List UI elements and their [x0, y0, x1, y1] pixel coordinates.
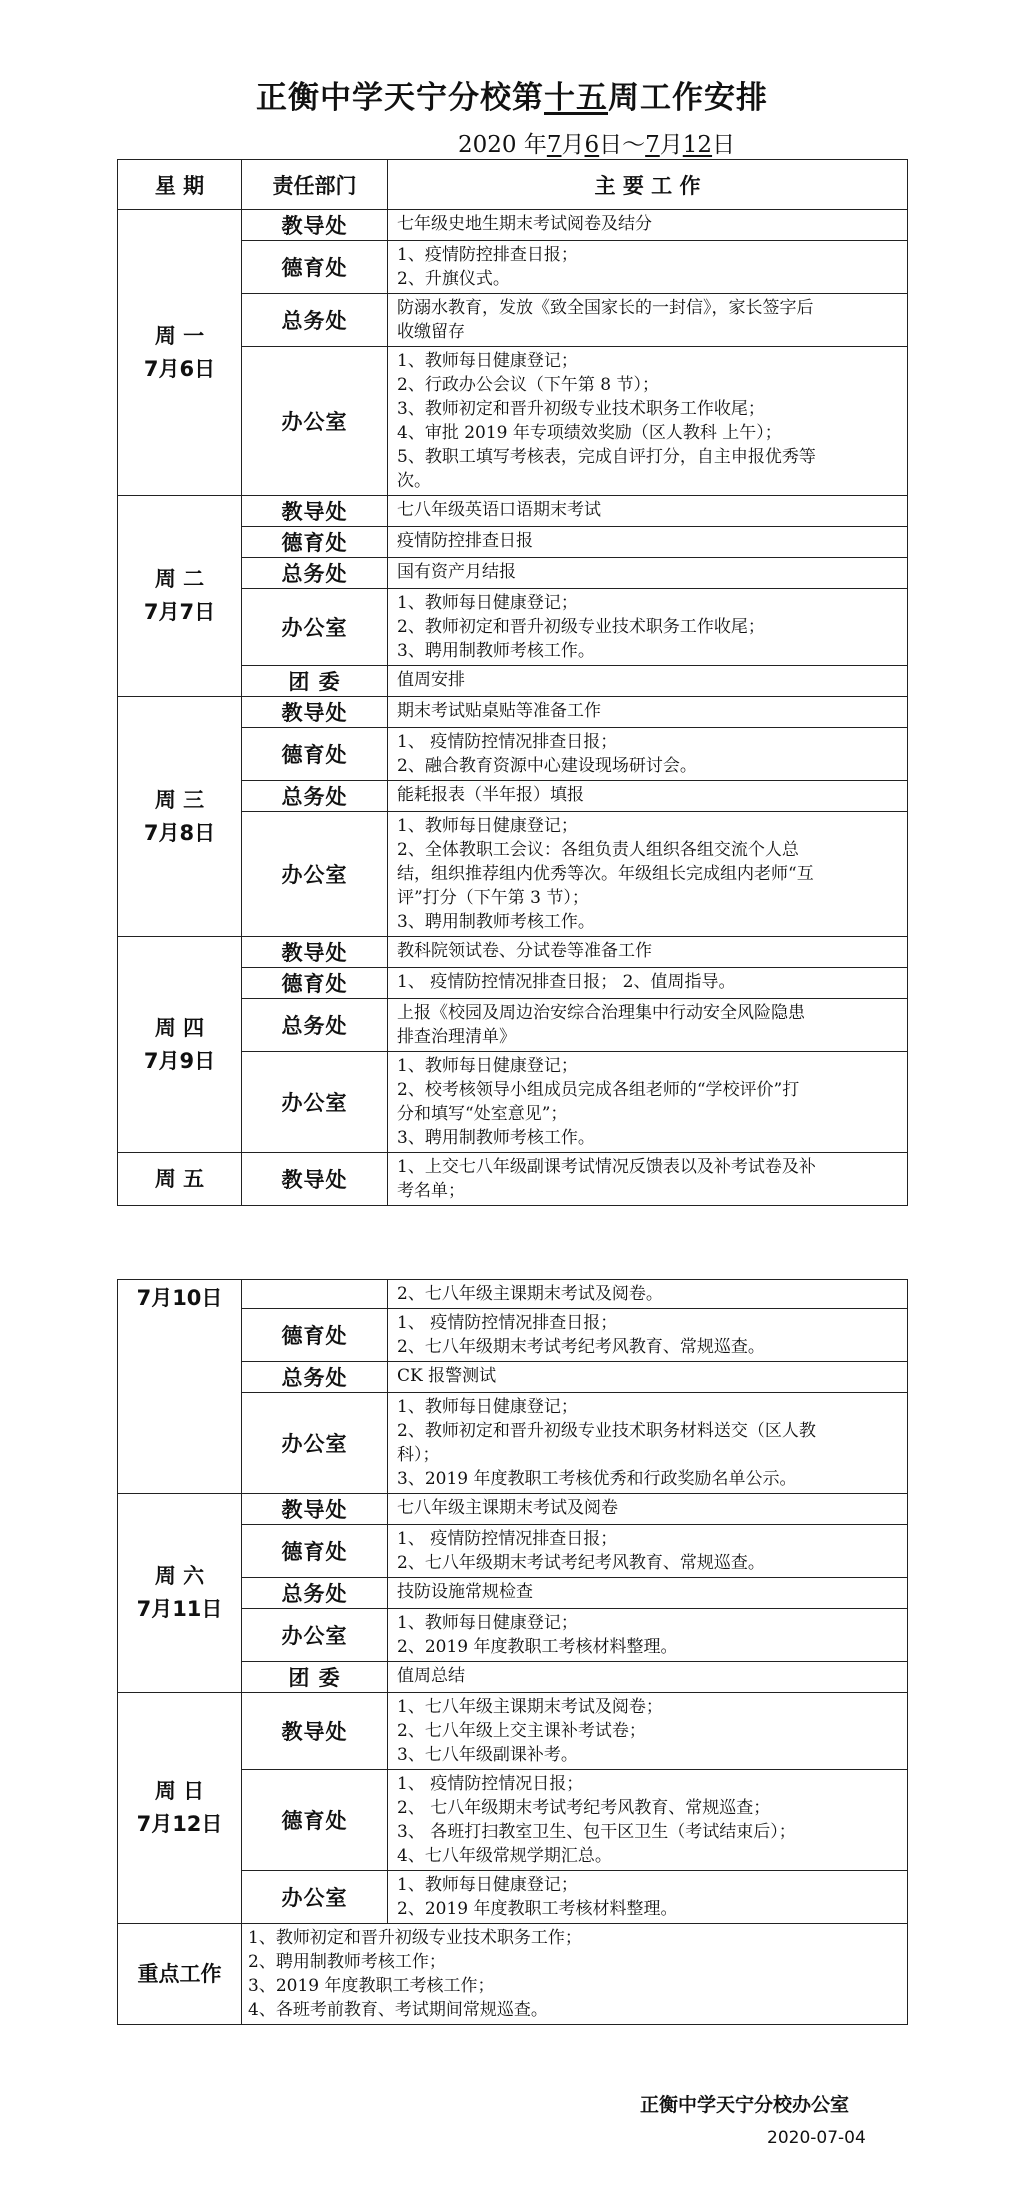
table-row — [118, 697, 908, 728]
work-line: 2、七八年级上交主课补考试卷； — [397, 1721, 646, 1741]
day-cell — [118, 1153, 242, 1206]
work-cell — [388, 812, 908, 937]
key-work-list — [242, 1924, 908, 2025]
department-cell: 总务处 — [242, 1362, 388, 1393]
work-line: 2、行政办公会议（下午第 8 节）； — [397, 375, 659, 395]
work-cell — [388, 1871, 908, 1924]
work-cell — [388, 210, 908, 241]
work-cell — [388, 241, 908, 294]
work-line: 七年级史地生期末考试阅卷及结分 — [397, 214, 652, 234]
department-cell: 团 委 — [242, 1662, 388, 1693]
day-cell — [118, 1693, 242, 1924]
work-line: 2、融合教育资源中心建设现场研讨会。 — [397, 756, 697, 776]
department-cell: 教导处 — [242, 496, 388, 527]
work-line: 1、七八年级主课期末考试及阅卷； — [397, 1697, 663, 1717]
department-cell: 德育处 — [242, 241, 388, 294]
work-line: 2、升旗仪式。 — [397, 269, 510, 289]
week-number: 十五 — [544, 80, 608, 116]
department-cell: 总务处 — [242, 999, 388, 1052]
work-line: 1、 疫情防控情况日报； — [397, 1774, 584, 1794]
department-cell: 教导处 — [242, 210, 388, 241]
work-cell — [388, 589, 908, 666]
work-line: 3、教师初定和晋升初级专业技术职务工作收尾； — [397, 399, 765, 419]
work-cell — [388, 1280, 908, 1309]
work-line: 2、校考核领导小组成员完成各组老师的“学校评价”打 — [397, 1080, 800, 1100]
weekday: 周 四 — [154, 1015, 205, 1040]
work-line: 1、 疫情防控情况排查日报； — [397, 1313, 618, 1333]
department-cell: 总务处 — [242, 1578, 388, 1609]
weekday: 周 一 — [154, 323, 205, 348]
department-cell: 团 委 — [242, 666, 388, 697]
work-line: CK 报警测试 — [397, 1366, 497, 1386]
page-title: 正衡中学天宁分校第十五周工作安排 — [256, 80, 768, 116]
department-cell: 教导处 — [242, 937, 388, 968]
weekday: 周 六 — [154, 1564, 205, 1589]
work-cell — [388, 728, 908, 781]
work-line: 疫情防控排查日报 — [397, 531, 533, 551]
day-cell — [118, 1494, 242, 1693]
work-cell — [388, 1393, 908, 1494]
work-cell — [388, 1770, 908, 1871]
work-line: 值周安排 — [397, 670, 465, 690]
department-cell: 教导处 — [242, 1494, 388, 1525]
department-cell: 德育处 — [242, 527, 388, 558]
work-line: 2、 七八年级期末考试考纪考风教育、常规巡查； — [397, 1798, 771, 1818]
work-line: 3、七八年级副课补考。 — [397, 1745, 578, 1765]
table-row — [118, 937, 908, 968]
work-cell — [388, 1362, 908, 1393]
table-row — [118, 210, 908, 241]
work-line: 防溺水教育，发放《致全国家长的一封信》，家长签字后 — [397, 298, 814, 318]
work-line: 3、聘用制教师考核工作。 — [397, 912, 595, 932]
work-cell — [388, 294, 908, 347]
work-line: 2、教师初定和晋升初级专业技术职务材料送交（区人教 — [397, 1421, 816, 1441]
department-cell: 办公室 — [242, 1393, 388, 1494]
work-line: 七八年级主课期末考试及阅卷 — [397, 1498, 618, 1518]
work-line: 2、2019 年度教职工考核材料整理。 — [397, 1899, 678, 1919]
department-cell: 德育处 — [242, 728, 388, 781]
day-date: 7月7日 — [143, 600, 216, 624]
date-range: 2020 年7月6日～7月12日 — [458, 132, 736, 158]
table-header-row — [118, 160, 908, 210]
work-cell — [388, 1309, 908, 1362]
work-line: 3、聘用制教师考核工作。 — [397, 641, 595, 661]
key-work-label: 重点工作 — [118, 1924, 242, 2025]
work-cell — [388, 999, 908, 1052]
day-cell — [118, 937, 242, 1153]
department-cell: 教导处 — [242, 1153, 388, 1206]
work-line: 1、 疫情防控情况排查日报； — [397, 1529, 618, 1549]
issuing-office: 正衡中学天宁分校办公室 — [640, 2094, 850, 2116]
department-cell: 德育处 — [242, 1525, 388, 1578]
work-line: 4、审批 2019 年专项绩效奖励（区人教科 上午）； — [397, 423, 782, 443]
work-line: 1、 疫情防控情况排查日报； 2、值周指导。 — [397, 972, 736, 992]
weekday: 周 三 — [154, 787, 205, 812]
work-cell — [388, 1662, 908, 1693]
work-line: 1、教师每日健康登记； — [397, 1613, 578, 1633]
work-line: 1、教师每日健康登记； — [397, 351, 578, 371]
weekday: 周 二 — [154, 567, 205, 592]
department-cell: 德育处 — [242, 1770, 388, 1871]
work-cell — [388, 1494, 908, 1525]
work-line: 2、七八年级期末考试考纪考风教育、常规巡查。 — [397, 1337, 765, 1357]
work-line: 2、2019 年度教职工考核材料整理。 — [397, 1637, 678, 1657]
day-cell — [118, 1280, 242, 1494]
key-work-item: 1、教师初定和晋升初级专业技术职务工作； — [248, 1928, 582, 1948]
work-line: 5、教职工填写考核表，完成自评打分，自主申报优秀等 — [397, 447, 816, 467]
column-header-day: 星 期 — [118, 160, 242, 210]
department-cell: 办公室 — [242, 1609, 388, 1662]
work-cell — [388, 1052, 908, 1153]
work-line: 3、 各班打扫教室卫生、包干区卫生（考试结束后）； — [397, 1822, 796, 1842]
day-cell — [118, 496, 242, 697]
work-cell — [388, 781, 908, 812]
work-cell — [388, 1693, 908, 1770]
key-work-row — [118, 1924, 908, 2025]
work-line: 技防设施常规检查 — [397, 1582, 533, 1602]
work-line: 1、疫情防控排查日报； — [397, 245, 578, 265]
work-cell — [388, 1525, 908, 1578]
work-cell — [388, 937, 908, 968]
department-cell: 办公室 — [242, 589, 388, 666]
work-cell — [388, 496, 908, 527]
work-line: 4、七八年级常规学期汇总。 — [397, 1846, 612, 1866]
work-line: 3、2019 年度教职工考核优秀和行政奖励名单公示。 — [397, 1469, 797, 1489]
work-line: 次。 — [397, 471, 431, 491]
work-line: 1、 疫情防控情况排查日报； — [397, 732, 618, 752]
work-cell — [388, 558, 908, 589]
day-date: 7月6日 — [143, 356, 216, 381]
work-line: 1、教师每日健康登记； — [397, 1397, 578, 1417]
department-cell: 德育处 — [242, 968, 388, 999]
work-line: 2、教师初定和晋升初级专业技术职务工作收尾； — [397, 617, 765, 637]
work-line: 七八年级英语口语期末考试 — [397, 500, 601, 520]
work-cell — [388, 347, 908, 496]
department-cell: 总务处 — [242, 781, 388, 812]
work-line: 评”打分（下午第 3 节）； — [397, 888, 589, 908]
work-line: 2、七八年级期末考试考纪考风教育、常规巡查。 — [397, 1553, 765, 1573]
department-cell: 办公室 — [242, 347, 388, 496]
work-cell — [388, 697, 908, 728]
department-cell: 总务处 — [242, 558, 388, 589]
work-line: 1、教师每日健康登记； — [397, 1056, 578, 1076]
work-line: 期末考试贴桌贴等准备工作 — [397, 701, 601, 721]
key-work-item: 4、各班考前教育、考试期间常规巡查。 — [248, 2000, 548, 2020]
work-cell — [388, 1578, 908, 1609]
work-line: 能耗报表（半年报）填报 — [397, 785, 584, 805]
work-line: 1、教师每日健康登记； — [397, 1875, 578, 1895]
weekday: 周 日 — [154, 1779, 205, 1804]
work-line: 3、聘用制教师考核工作。 — [397, 1128, 595, 1148]
work-line: 排查治理清单》 — [397, 1027, 516, 1047]
work-cell — [388, 1153, 908, 1206]
key-work-item: 2、聘用制教师考核工作； — [248, 1952, 446, 1972]
day-cell — [118, 210, 242, 496]
department-cell: 总务处 — [242, 294, 388, 347]
day-cell — [118, 697, 242, 937]
day-date: 7月12日 — [136, 1812, 223, 1836]
work-line: 1、教师每日健康登记； — [397, 593, 578, 613]
work-line: 值周总结 — [397, 1666, 465, 1686]
work-line: 科）； — [397, 1445, 440, 1465]
weekday: 周 五 — [154, 1166, 205, 1191]
work-line: 上报《校园及周边治安综合治理集中行动安全风险隐患 — [397, 1003, 805, 1023]
day-date: 7月11日 — [136, 1597, 223, 1621]
department-cell: 办公室 — [242, 1871, 388, 1924]
work-line: 国有资产月结报 — [397, 562, 516, 582]
department-cell: 教导处 — [242, 697, 388, 728]
department-cell — [242, 1280, 388, 1309]
work-line: 教科院领试卷、分试卷等准备工作 — [397, 941, 652, 961]
department-cell: 办公室 — [242, 1052, 388, 1153]
schedule-table-part1 — [117, 159, 908, 1206]
work-line: 2、七八年级主课期末考试及阅卷。 — [397, 1284, 663, 1304]
table-row — [118, 1280, 908, 1309]
work-line: 考名单； — [397, 1181, 465, 1201]
day-date: 7月9日 — [143, 1048, 216, 1073]
schedule-table-part2 — [117, 1279, 908, 2025]
work-line: 1、上交七八年级副课考试情况反馈表以及补考试卷及补 — [397, 1157, 816, 1177]
key-work-item: 3、2019 年度教职工考核工作； — [248, 1976, 495, 1996]
table-row — [118, 1693, 908, 1770]
table-row — [118, 1153, 908, 1206]
work-cell — [388, 527, 908, 558]
work-line: 2、全体教职工会议：各组负责人组织各组交流个人总 — [397, 840, 799, 860]
issue-date: 2020-07-04 — [767, 2128, 866, 2148]
department-cell: 教导处 — [242, 1693, 388, 1770]
work-line: 分和填写“处室意见”； — [397, 1104, 568, 1124]
work-cell — [388, 666, 908, 697]
day-date: 7月8日 — [143, 820, 216, 845]
column-header-dept: 责任部门 — [242, 160, 388, 210]
work-line: 收缴留存 — [397, 322, 465, 342]
column-header-work: 主 要 工 作 — [388, 160, 908, 210]
table-row — [118, 1494, 908, 1525]
work-line: 1、教师每日健康登记； — [397, 816, 578, 836]
work-line: 结，组织推荐组内优秀等次。年级组长完成组内老师“互 — [397, 864, 814, 884]
table-row — [118, 496, 908, 527]
work-cell — [388, 1609, 908, 1662]
department-cell: 办公室 — [242, 812, 388, 937]
work-cell — [388, 968, 908, 999]
day-date: 7月10日 — [136, 1286, 223, 1310]
department-cell: 德育处 — [242, 1309, 388, 1362]
